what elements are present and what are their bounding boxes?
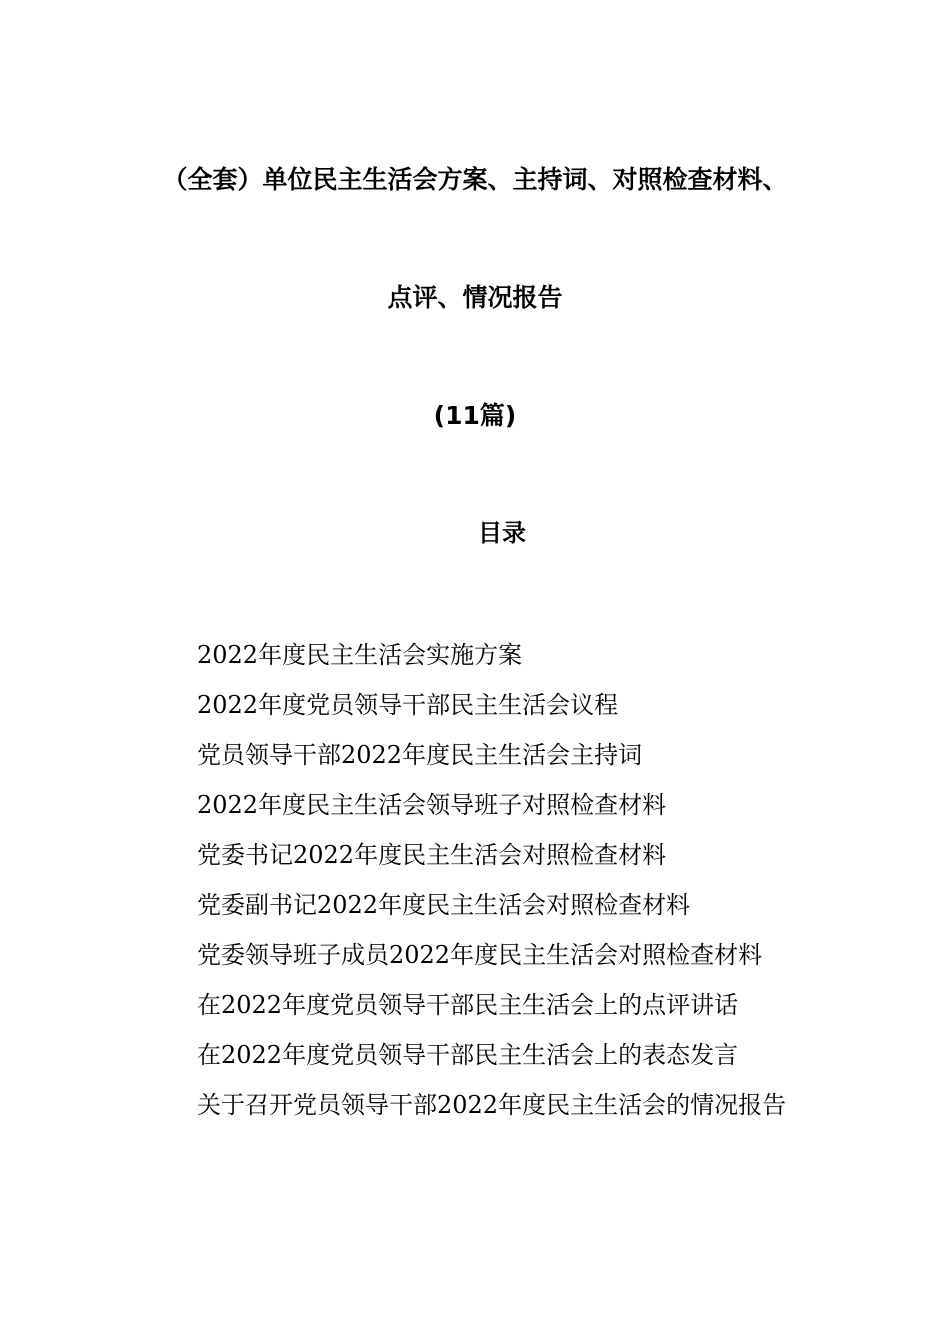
toc-item: 党委书记2022年度民主生活会对照检查材料 [197, 841, 667, 869]
toc-heading: 目录 [478, 519, 526, 547]
document-title-line-1: （全套）单位民主生活会方案、主持词、对照检查材料、 [162, 165, 788, 194]
toc-item: 2022年度民主生活会实施方案 [197, 641, 523, 669]
toc-item: 党委领导班子成员2022年度民主生活会对照检查材料 [197, 941, 763, 969]
table-of-contents [145, 630, 813, 1130]
document-title-line-2: 点评、情况报告 [387, 283, 563, 312]
toc-item: 2022年度党员领导干部民主生活会议程 [197, 691, 619, 719]
toc-item: 在2022年度党员领导干部民主生活会上的点评讲话 [197, 991, 739, 1019]
toc-item: 关于召开党员领导干部2022年度民主生活会的情况报告 [197, 1091, 787, 1119]
document-count: (11篇) [433, 401, 517, 430]
toc-item: 党员领导干部2022年度民主生活会主持词 [197, 741, 643, 769]
toc-item: 党委副书记2022年度民主生活会对照检查材料 [197, 891, 691, 919]
toc-item: 在2022年度党员领导干部民主生活会上的表态发言 [197, 1041, 739, 1069]
toc-item: 2022年度民主生活会领导班子对照检查材料 [197, 791, 667, 819]
